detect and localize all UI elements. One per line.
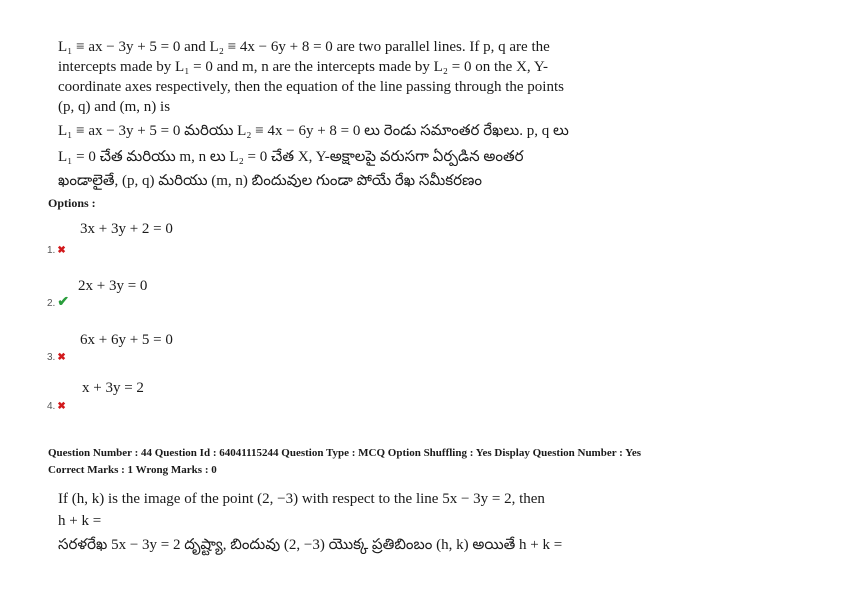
option-2-text: 2x + 3y = 0 — [78, 278, 148, 294]
option-3-label — [47, 347, 66, 365]
question-meta-line-2: Correct Marks : 1 Wrong Marks : 0 — [48, 464, 217, 476]
wrong-icon: ✖ — [57, 401, 66, 412]
option-3-number: 3. — [47, 352, 56, 363]
option-4-label — [47, 396, 66, 414]
question-text-english: L₁ ≡ ax − 3y + 5 = 0 and L₂ ≡ 4x − 6y + 8 = 0 are two parallel lines. If p, q are the intercepts made by L₁ = 0 and m, n are the intercepts made by L₂ = 0 on the X, Y-coordinate axes respectively, then the equation of the line passing through the points (p, q) and (m, n) is — [58, 39, 564, 115]
option-1-text: 3x + 3y + 2 = 0 — [80, 221, 173, 237]
option-1-label — [47, 240, 66, 258]
option-3-text: 6x + 6y + 5 = 0 — [80, 332, 173, 348]
wrong-icon: ✖ — [57, 245, 66, 256]
option-4-text: x + 3y = 2 — [82, 380, 144, 396]
option-4-number: 4. — [47, 401, 56, 412]
question-44-text-telugu: సరళరేఖ 5x − 3y = 2 దృష్ట్యా, బిందువు (2, −3) యొక్క ప్రతిబింబం (h, k) అయితే h + k = — [58, 537, 563, 553]
options-label: Options : — [48, 196, 96, 210]
question-44-text-english-line-2: h + k = — [58, 513, 102, 529]
option-2-label — [47, 293, 69, 311]
option-2-number: 2. — [47, 298, 56, 309]
question-text-telugu-line-1: L₁ ≡ ax − 3y + 5 = 0 మరియు L₂ ≡ 4x − 6y + 8 = 0 లు రెండు సమాంతర రేఖలు. p, q లు — [58, 123, 569, 139]
wrong-icon: ✖ — [57, 352, 66, 363]
option-1-number: 1. — [47, 245, 56, 256]
question-meta-line-1: Question Number : 44 Question Id : 64041115244 Question Type : MCQ Option Shuffling : Yes Display Question Number : Yes — [48, 447, 642, 459]
question-44-text-english-line-1: If (h, k) is the image of the point (2, −3) with respect to the line 5x − 3y = 2, then — [58, 491, 545, 507]
correct-check-icon: ✔ — [57, 295, 70, 310]
question-text-telugu-line-2: L₁ = 0 చేత మరియు m, n లు L₂ = 0 చేత X, Y-అక్షాలపై వరుసగా ఏర్పడిన అంతర — [58, 149, 524, 165]
question-text-telugu-line-3: ఖండాలైతే, (p, q) మరియు (m, n) బిందువుల గుండా పోయే రేఖ సమీకరణం — [58, 173, 482, 189]
